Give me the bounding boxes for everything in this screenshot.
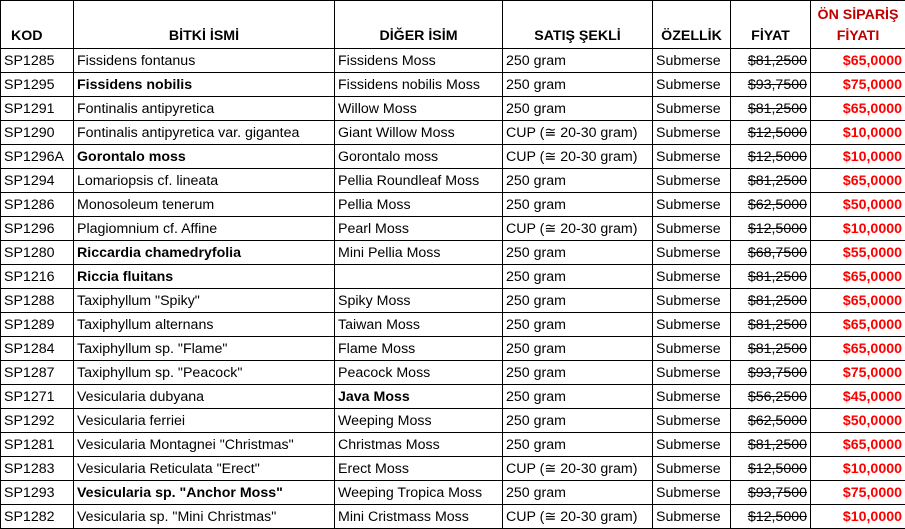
table-row (1, 241, 905, 265)
cell-diger-isim[interactable]: Taiwan Moss (335, 313, 503, 337)
cell-kod[interactable]: SP1216 (1, 265, 74, 289)
cell-on-siparis-fiyati[interactable]: $75,0000 (811, 481, 905, 505)
cell-diger-isim[interactable]: Spiky Moss (335, 289, 503, 313)
cell-kod[interactable]: SP1292 (1, 409, 74, 433)
cell-bitki-ismi[interactable]: Fissidens nobilis (74, 73, 335, 97)
cell-bitki-ismi[interactable]: Vesicularia Montagnei "Christmas" (74, 433, 335, 457)
table-row (1, 217, 905, 241)
cell-satis-sekli[interactable]: CUP (≅ 20-30 gram) (503, 121, 653, 145)
cell-satis-sekli[interactable]: 250 gram (503, 193, 653, 217)
cell-bitki-ismi[interactable]: Fontinalis antipyretica var. gigantea (74, 121, 335, 145)
cell-diger-isim[interactable]: Pearl Moss (335, 217, 503, 241)
cell-bitki-ismi[interactable]: Plagiomnium cf. Affine (74, 217, 335, 241)
cell-diger-isim[interactable]: Java Moss (335, 385, 503, 409)
cell-bitki-ismi[interactable]: Riccardia chamedryfolia (74, 241, 335, 265)
cell-ozellik[interactable]: Submerse (653, 457, 731, 481)
table-row (1, 97, 905, 121)
cell-satis-sekli[interactable]: 250 gram (503, 49, 653, 73)
cell-fiyat[interactable]: $93,7500 (731, 73, 811, 97)
cell-ozellik[interactable]: Submerse (653, 385, 731, 409)
cell-kod[interactable]: SP1294 (1, 169, 74, 193)
cell-ozellik[interactable]: Submerse (653, 433, 731, 457)
cell-fiyat[interactable]: $12,5000 (731, 145, 811, 169)
cell-satis-sekli[interactable]: CUP (≅ 20-30 gram) (503, 217, 653, 241)
cell-fiyat[interactable]: $12,5000 (731, 217, 811, 241)
cell-diger-isim[interactable]: Mini Cristmass Moss (335, 505, 503, 529)
table-row (1, 313, 905, 337)
cell-bitki-ismi[interactable]: Fontinalis antipyretica (74, 97, 335, 121)
cell-on-siparis-fiyati[interactable]: $10,0000 (811, 217, 905, 241)
table-row (1, 193, 905, 217)
cell-ozellik[interactable]: Submerse (653, 145, 731, 169)
cell-satis-sekli[interactable]: 250 gram (503, 97, 653, 121)
table-row (1, 145, 905, 169)
cell-bitki-ismi[interactable]: Taxiphyllum sp. "Flame" (74, 337, 335, 361)
cell-satis-sekli[interactable]: 250 gram (503, 73, 653, 97)
cell-fiyat[interactable]: $12,5000 (731, 505, 811, 529)
cell-kod[interactable]: SP1287 (1, 361, 74, 385)
cell-bitki-ismi[interactable]: Vesicularia dubyana (74, 385, 335, 409)
header-bitki-ismi[interactable]: BİTKİ İSMİ (74, 1, 335, 49)
cell-on-siparis-fiyati[interactable]: $50,0000 (811, 193, 905, 217)
cell-ozellik[interactable]: Submerse (653, 193, 731, 217)
header-row (1, 1, 905, 49)
cell-kod[interactable]: SP1293 (1, 481, 74, 505)
cell-bitki-ismi[interactable]: Lomariopsis cf. lineata (74, 169, 335, 193)
header-ozellik[interactable]: ÖZELLİK (653, 1, 731, 49)
cell-satis-sekli[interactable]: CUP (≅ 20-30 gram) (503, 505, 653, 529)
cell-bitki-ismi[interactable]: Vesicularia sp. "Mini Christmas" (74, 505, 335, 529)
cell-kod[interactable]: SP1296 (1, 217, 74, 241)
cell-on-siparis-fiyati[interactable]: $65,0000 (811, 313, 905, 337)
table-row (1, 433, 905, 457)
cell-ozellik[interactable]: Submerse (653, 241, 731, 265)
cell-ozellik[interactable]: Submerse (653, 169, 731, 193)
cell-ozellik[interactable]: Submerse (653, 265, 731, 289)
header-diger-isim[interactable]: DİĞER İSİM (335, 1, 503, 49)
cell-kod[interactable]: SP1289 (1, 313, 74, 337)
header-on-siparis-line2: FİYATI (836, 28, 880, 44)
table-row (1, 505, 905, 529)
cell-ozellik[interactable]: Submerse (653, 409, 731, 433)
cell-bitki-ismi[interactable]: Taxiphyllum "Spiky" (74, 289, 335, 313)
cell-fiyat[interactable]: $56,2500 (731, 385, 811, 409)
cell-kod[interactable]: SP1280 (1, 241, 74, 265)
cell-diger-isim[interactable]: Weeping Tropica Moss (335, 481, 503, 505)
table-row (1, 385, 905, 409)
cell-diger-isim[interactable]: Pellia Moss (335, 193, 503, 217)
cell-kod[interactable]: SP1285 (1, 49, 74, 73)
cell-on-siparis-fiyati[interactable]: $55,0000 (811, 241, 905, 265)
cell-ozellik[interactable]: Submerse (653, 289, 731, 313)
cell-ozellik[interactable]: Submerse (653, 481, 731, 505)
header-satis-sekli[interactable]: SATIŞ ŞEKLİ (503, 1, 653, 49)
cell-bitki-ismi[interactable]: Vesicularia Reticulata "Erect" (74, 457, 335, 481)
cell-diger-isim[interactable]: Willow Moss (335, 97, 503, 121)
cell-fiyat[interactable]: $62,5000 (731, 193, 811, 217)
cell-fiyat[interactable]: $81,2500 (731, 97, 811, 121)
cell-fiyat[interactable]: $81,2500 (731, 289, 811, 313)
cell-diger-isim[interactable]: Peacock Moss (335, 361, 503, 385)
cell-kod[interactable]: SP1284 (1, 337, 74, 361)
cell-satis-sekli[interactable]: 250 gram (503, 337, 653, 361)
cell-diger-isim[interactable]: Weeping Moss (335, 409, 503, 433)
cell-satis-sekli[interactable]: 250 gram (503, 289, 653, 313)
cell-kod[interactable]: SP1295 (1, 73, 74, 97)
cell-ozellik[interactable]: Submerse (653, 337, 731, 361)
cell-on-siparis-fiyati[interactable]: $10,0000 (811, 505, 905, 529)
cell-kod[interactable]: SP1271 (1, 385, 74, 409)
cell-on-siparis-fiyati[interactable]: $65,0000 (811, 169, 905, 193)
cell-on-siparis-fiyati[interactable]: $50,0000 (811, 409, 905, 433)
table-row (1, 481, 905, 505)
cell-satis-sekli[interactable]: 250 gram (503, 241, 653, 265)
cell-satis-sekli[interactable]: 250 gram (503, 481, 653, 505)
cell-ozellik[interactable]: Submerse (653, 73, 731, 97)
cell-kod[interactable]: SP1290 (1, 121, 74, 145)
cell-kod[interactable]: SP1286 (1, 193, 74, 217)
header-kod[interactable]: KOD (1, 1, 74, 49)
cell-on-siparis-fiyati[interactable]: $65,0000 (811, 265, 905, 289)
cell-diger-isim[interactable]: Fissidens nobilis Moss (335, 73, 503, 97)
cell-bitki-ismi[interactable]: Fissidens fontanus (74, 49, 335, 73)
cell-on-siparis-fiyati[interactable]: $45,0000 (811, 385, 905, 409)
table-row (1, 73, 905, 97)
cell-fiyat[interactable]: $81,2500 (731, 49, 811, 73)
cell-kod[interactable]: SP1296A (1, 145, 74, 169)
cell-diger-isim[interactable]: Erect Moss (335, 457, 503, 481)
cell-on-siparis-fiyati[interactable]: $10,0000 (811, 457, 905, 481)
cell-satis-sekli[interactable]: 250 gram (503, 169, 653, 193)
table-row (1, 289, 905, 313)
cell-kod[interactable]: SP1282 (1, 505, 74, 529)
cell-on-siparis-fiyati[interactable]: $65,0000 (811, 337, 905, 361)
table-row (1, 121, 905, 145)
cell-on-siparis-fiyati[interactable]: $65,0000 (811, 97, 905, 121)
cell-on-siparis-fiyati[interactable]: $75,0000 (811, 73, 905, 97)
cell-fiyat[interactable]: $12,5000 (731, 457, 811, 481)
cell-diger-isim[interactable]: Gorontalo moss (335, 145, 503, 169)
cell-fiyat[interactable]: $12,5000 (731, 121, 811, 145)
cell-diger-isim[interactable]: Mini Pellia Moss (335, 241, 503, 265)
cell-diger-isim[interactable]: Giant Willow Moss (335, 121, 503, 145)
cell-fiyat[interactable]: $81,2500 (731, 265, 811, 289)
cell-ozellik[interactable]: Submerse (653, 49, 731, 73)
cell-fiyat[interactable]: $93,7500 (731, 481, 811, 505)
cell-satis-sekli[interactable]: 250 gram (503, 385, 653, 409)
cell-ozellik[interactable]: Submerse (653, 505, 731, 529)
table-row (1, 361, 905, 385)
table-row (1, 265, 905, 289)
cell-fiyat[interactable]: $68,7500 (731, 241, 811, 265)
cell-fiyat[interactable]: $81,2500 (731, 169, 811, 193)
cell-bitki-ismi[interactable]: Riccia fluitans (74, 265, 335, 289)
cell-diger-isim[interactable]: Christmas Moss (335, 433, 503, 457)
table-row (1, 169, 905, 193)
cell-bitki-ismi[interactable]: Vesicularia ferriei (74, 409, 335, 433)
cell-satis-sekli[interactable]: 250 gram (503, 313, 653, 337)
cell-diger-isim[interactable]: Fissidens Moss (335, 49, 503, 73)
table-row (1, 457, 905, 481)
cell-on-siparis-fiyati[interactable]: $75,0000 (811, 361, 905, 385)
table-row (1, 49, 905, 73)
table-row (1, 409, 905, 433)
cell-on-siparis-fiyati[interactable]: $65,0000 (811, 433, 905, 457)
cell-kod[interactable]: SP1291 (1, 97, 74, 121)
header-on-siparis-line1: ÖN SİPARİŞ (817, 7, 899, 23)
cell-satis-sekli[interactable]: CUP (≅ 20-30 gram) (503, 457, 653, 481)
cell-diger-isim[interactable] (335, 265, 503, 289)
cell-on-siparis-fiyati[interactable]: $65,0000 (811, 49, 905, 73)
cell-kod[interactable]: SP1281 (1, 433, 74, 457)
table-row (1, 337, 905, 361)
cell-satis-sekli[interactable]: 250 gram (503, 409, 653, 433)
cell-ozellik[interactable]: Submerse (653, 361, 731, 385)
header-fiyat[interactable]: FİYAT (731, 1, 811, 49)
cell-bitki-ismi[interactable]: Monosoleum tenerum (74, 193, 335, 217)
cell-fiyat[interactable]: $81,2500 (731, 313, 811, 337)
cell-on-siparis-fiyati[interactable]: $65,0000 (811, 289, 905, 313)
cell-fiyat[interactable]: $81,2500 (731, 337, 811, 361)
cell-ozellik[interactable]: Submerse (653, 313, 731, 337)
cell-ozellik[interactable]: Submerse (653, 121, 731, 145)
cell-on-siparis-fiyati[interactable]: $10,0000 (811, 121, 905, 145)
cell-satis-sekli[interactable]: 250 gram (503, 433, 653, 457)
cell-kod[interactable]: SP1283 (1, 457, 74, 481)
cell-kod[interactable]: SP1288 (1, 289, 74, 313)
cell-ozellik[interactable]: Submerse (653, 217, 731, 241)
cell-on-siparis-fiyati[interactable]: $10,0000 (811, 145, 905, 169)
cell-satis-sekli[interactable]: CUP (≅ 20-30 gram) (503, 145, 653, 169)
cell-fiyat[interactable]: $81,2500 (731, 433, 811, 457)
table-body (1, 49, 905, 529)
cell-bitki-ismi[interactable]: Taxiphyllum alternans (74, 313, 335, 337)
cell-ozellik[interactable]: Submerse (653, 97, 731, 121)
cell-diger-isim[interactable]: Flame Moss (335, 337, 503, 361)
cell-satis-sekli[interactable]: 250 gram (503, 361, 653, 385)
cell-bitki-ismi[interactable]: Taxiphyllum sp. "Peacock" (74, 361, 335, 385)
cell-diger-isim[interactable]: Pellia Roundleaf Moss (335, 169, 503, 193)
cell-fiyat[interactable]: $93,7500 (731, 361, 811, 385)
header-on-siparis-fiyati[interactable] (811, 1, 905, 49)
cell-bitki-ismi[interactable]: Gorontalo moss (74, 145, 335, 169)
cell-satis-sekli[interactable]: 250 gram (503, 265, 653, 289)
cell-fiyat[interactable]: $62,5000 (731, 409, 811, 433)
cell-bitki-ismi[interactable]: Vesicularia sp. "Anchor Moss" (74, 481, 335, 505)
